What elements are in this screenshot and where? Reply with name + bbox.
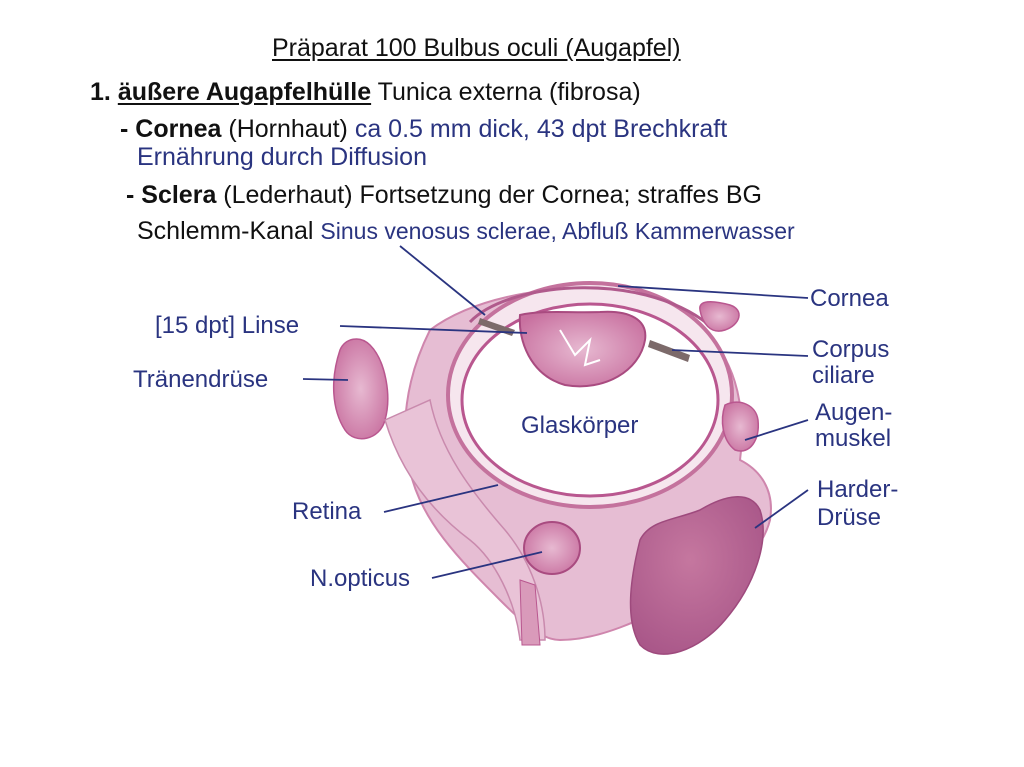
label-corpus-ciliare-2: ciliare (812, 362, 875, 389)
label-corpus-ciliare-1: Corpus (812, 336, 890, 363)
sclera-term: Sclera (141, 181, 217, 209)
label-glaskoerper: Glaskörper (521, 412, 639, 439)
label-harder-1: Harder- (817, 476, 899, 503)
cornea-dash: - (120, 115, 129, 143)
pointer-schlemm (400, 246, 485, 315)
n-opticus-tissue (524, 522, 580, 574)
cornea-term: Cornea (135, 115, 222, 143)
label-augenmuskel-1: Augen- (815, 399, 893, 426)
cornea-detail: ca 0.5 mm dick, 43 dpt Brechkraft (354, 115, 728, 143)
sclera-dash: - (126, 181, 135, 209)
label-traenendruese: Tränendrüse (133, 366, 269, 393)
label-retina: Retina (292, 498, 362, 525)
schlemm-detail: Sinus venosus sclerae, Abfluß Kammerwasser (320, 218, 795, 244)
cornea-detail-2: Ernährung durch Diffusion (137, 143, 427, 171)
slide-title: Präparat 100 Bulbus oculi (Augapfel) (272, 34, 681, 62)
traenendruese-tissue (334, 339, 388, 439)
label-linse: [15 dpt] Linse (155, 312, 300, 339)
heading-bold-term: äußere Augapfelhülle (117, 78, 372, 106)
label-n-opticus: N.opticus (310, 565, 411, 592)
heading-number: 1. (90, 78, 111, 106)
heading-rest: Tunica externa (fibrosa) (377, 78, 641, 106)
schlemm-term: Schlemm-Kanal (137, 217, 314, 245)
cornea-german: (Hornhaut) (228, 115, 348, 143)
label-harder-2: Drüse (817, 504, 882, 531)
top-right-tissue (700, 302, 739, 331)
label-cornea: Cornea (810, 285, 889, 312)
sclera-text: (Lederhaut) Fortsetzung der Cornea; straffes BG (223, 181, 762, 209)
pointer-traenendruese (303, 379, 348, 380)
label-augenmuskel-2: muskel (815, 425, 892, 452)
